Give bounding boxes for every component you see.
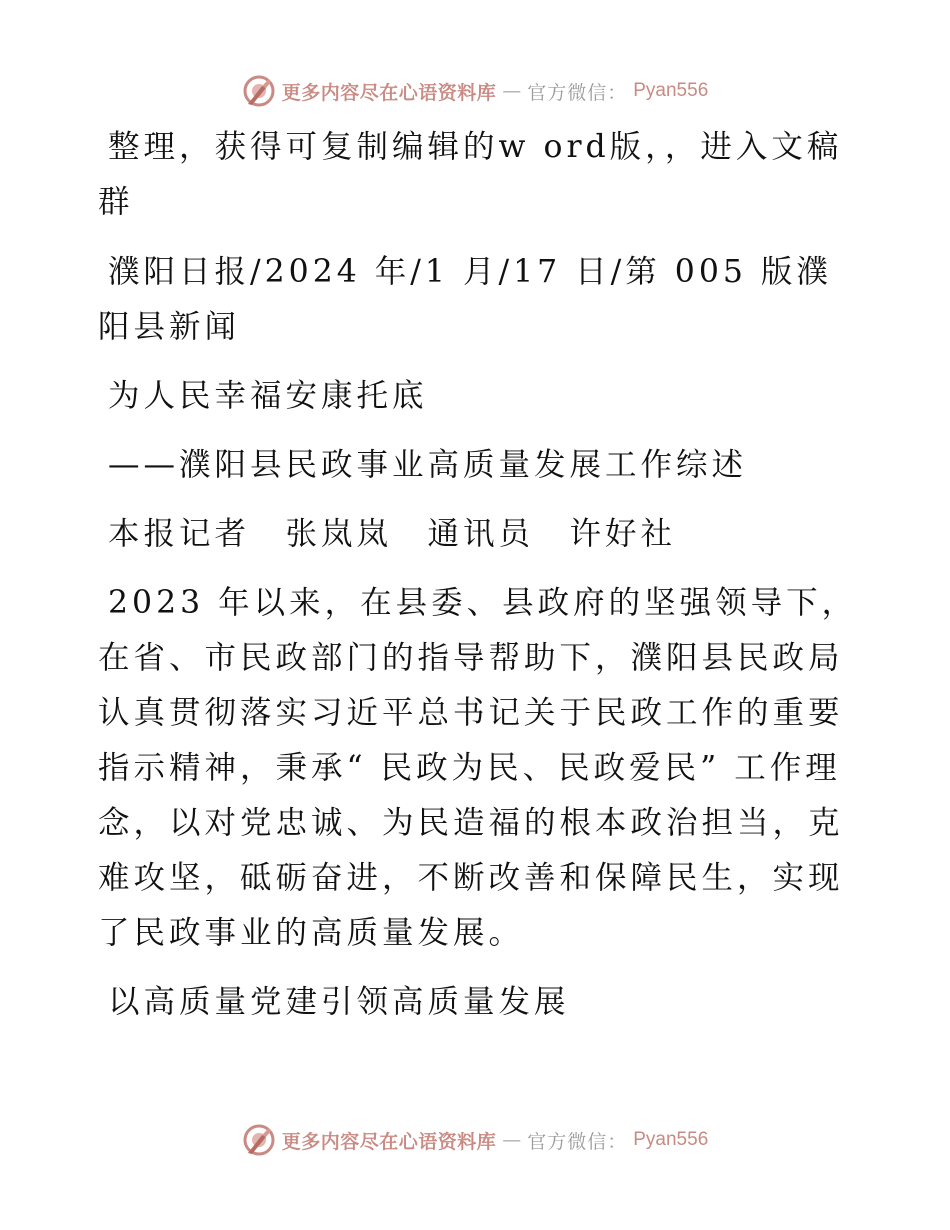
wechat-label: 官方微信：	[527, 1130, 628, 1153]
watermark-text: 更多内容尽在心语资料库	[281, 1130, 497, 1153]
article-subtitle: ——濮阳县民政事业高质量发展工作综述	[108, 447, 748, 483]
document-body	[98, 120, 858, 1030]
brand-logo-icon	[242, 1123, 276, 1157]
watermark-header	[0, 72, 950, 110]
source-line: 濮阳日报/2024 年/1 月/17 日/第 005 版濮阳县新闻	[98, 254, 832, 345]
byline: 本报记者 张岚岚 通讯员 许好社	[108, 516, 677, 552]
watermark-footer	[0, 1121, 950, 1159]
article-title: 为人民幸福安康托底	[108, 378, 428, 414]
section-heading: 以高质量党建引领高质量发展	[108, 984, 570, 1020]
body-paragraph: 2023 年以来，在县委、县政府的坚强领导下，在省、市民政部门的指导帮助下，濮阳县民政局认真贯彻落实习近平总书记关于民政工作的重要指示精神，秉承“ 民政为民、民政爱民” 工作理念，以对党忠诚、为民造福的根本政治担当，克难攻坚，砥砺奋进，不断改善和保障民生，实现了民政事业的高质量发展。	[98, 585, 858, 951]
wechat-label: 官方微信：	[527, 81, 628, 104]
watermark-separator: —	[502, 1129, 522, 1151]
intro-paragraph: 整理，获得可复制编辑的w ord版，，进入文稿群	[98, 129, 843, 220]
watermark-text: 更多内容尽在心语资料库	[281, 81, 497, 104]
watermark-separator: —	[502, 80, 522, 102]
brand-logo-icon	[242, 74, 276, 108]
wechat-id: Pyan556	[633, 1129, 709, 1150]
wechat-id: Pyan556	[633, 80, 709, 101]
